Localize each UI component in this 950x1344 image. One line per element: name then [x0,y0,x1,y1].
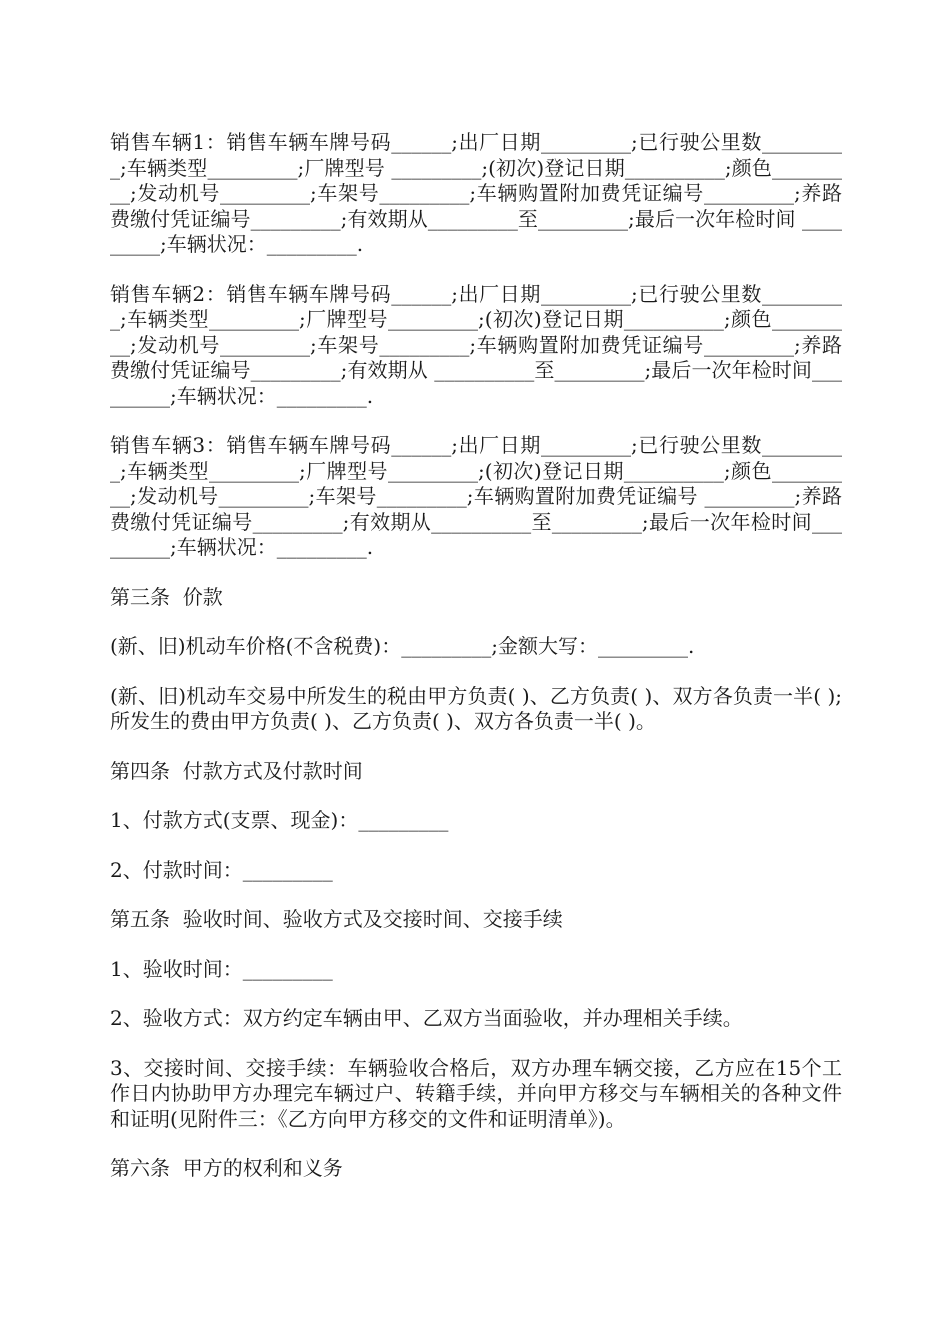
article-3-heading: 第三条 价款 [110,584,223,609]
article-5-heading: 第五条 验收时间、验收方式及交接时间、交接手续 [110,907,563,931]
document-page [110,130,842,1206]
tax-line: (新、旧)机动车交易中所发生的税由甲方负责( )、乙方负责( )、双方各负责一半( );所发生的费由甲方负责( )、乙方负责( )、双方各负责一半( )。 [110,683,842,733]
price-line: (新、旧)机动车价格(不含税费)：_________;金额大写：_________. [110,634,695,658]
acceptance-method-line: 2、验收方式：双方约定车辆由甲、乙双方当面验收，并办理相关手续。 [110,1006,743,1030]
acceptance-time-line: 1、验收时间：_________ [110,956,333,981]
vehicle-2-paragraph: 销售车辆2：销售车辆车牌号码______;出厂日期_________;已行驶公里数_________;车辆类型_________;厂牌型号_________;(初次)登记日期__________;颜色_________;发动机号_________;车架号_________;车辆购置附加费凭证编号_________;养路费缴付凭证编号_________;有效期从 __________至_________;最后一次年检时间_________;车辆状况：_________. [110,281,842,408]
vehicle-3-paragraph: 销售车辆3：销售车辆车牌号码______;出厂日期_________;已行驶公里数_________;车辆类型_________;厂牌型号_________;(初次)登记日期__________;颜色_________;发动机号_________;车架号_________;车辆购置附加费凭证编号 _________;养路费缴付凭证编号_________;有效期从__________至_________;最后一次年检时间_________;车辆状况：_________. [110,433,842,559]
handover-line: 3、交接时间、交接手续：车辆验收合格后，双方办理车辆交接，乙方应在15个工作日内协助甲方办理完车辆过户、转籍手续，并向甲方移交与车辆相关的各种文件和证明(见附件三：《乙方向甲方移交的文件和证明清单》)。 [110,1055,842,1131]
article-4-heading: 第四条 付款方式及付款时间 [110,758,363,783]
vehicle-1-paragraph: 销售车辆1：销售车辆车牌号码______;出厂日期_________;已行驶公里数_________;车辆类型_________;厂牌型号 _________;(初次)登记日期__________;颜色_________;发动机号_________;车架号_________;车辆购置附加费凭证编号_________;养路费缴付凭证编号_________;有效期从_________至_________;最后一次年检时间 _________;车辆状况：_________. [110,130,842,256]
payment-method-line: 1、付款方式(支票、现金)：_________ [110,808,449,832]
payment-time-line: 2、付款时间：_________ [110,857,333,882]
article-6-heading: 第六条 甲方的权利和义务 [110,1156,343,1180]
